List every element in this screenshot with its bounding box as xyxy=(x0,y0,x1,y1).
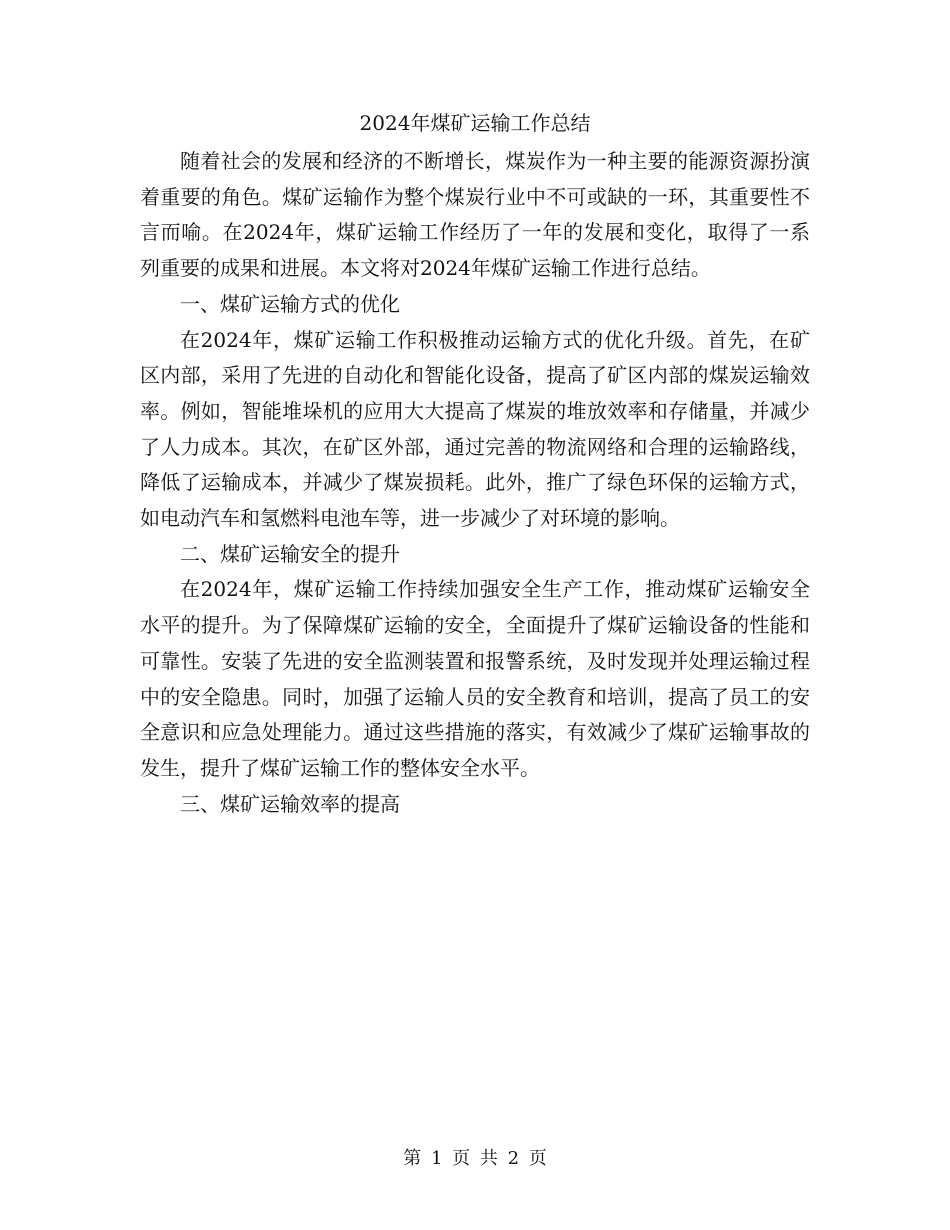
page-number-footer: 第 1 页 共 2 页 xyxy=(403,1148,547,1169)
document-title: 2024年煤矿运输工作总结 xyxy=(359,111,591,135)
section-heading-2: 二、煤矿运输安全的提升 xyxy=(180,541,400,566)
section-body-1: 在2024年，煤矿运输工作积极推动运输方式的优化升级。首先，在矿区内部，采用了先进的自动化和智能化设备，提高了矿区内部的煤炭运输效率。例如，智能堆垛机的应用大大提高了煤炭的堆放效率和存储量，并减少了人力成本。其次，在矿区外部，通过完善的物流网络和合理的运输路线，降低了运输成本，并减少了煤炭损耗。此外，推广了绿色环保的运输方式，如电动汽车和氢燃料电池车等，进一步减少了对环境的影响。 xyxy=(140,327,810,531)
document-body xyxy=(140,144,810,822)
section-body-2: 在2024年，煤矿运输工作持续加强安全生产工作，推动煤矿运输安全水平的提升。为了保障煤矿运输的安全，全面提升了煤矿运输设备的性能和可靠性。安装了先进的安全监测装置和报警系统，及时发现并处理运输过程中的安全隐患。同时，加强了运输人员的安全教育和培训，提高了员工的安全意识和应急处理能力。通过这些措施的落实，有效减少了煤矿运输事故的发生，提升了煤矿运输工作的整体安全水平。 xyxy=(140,577,810,780)
intro-paragraph: 随着社会的发展和经济的不断增长，煤炭作为一种主要的能源资源扮演着重要的角色。煤矿运输作为整个煤炭行业中不可或缺的一环，其重要性不言而喻。在2024年，煤矿运输工作经历了一年的发展和变化，取得了一系列重要的成果和进展。本文将对2024年煤矿运输工作进行总结。 xyxy=(140,149,810,281)
section-heading-1: 一、煤矿运输方式的优化 xyxy=(180,291,400,316)
section-heading-3: 三、煤矿运输效率的提高 xyxy=(180,791,400,816)
